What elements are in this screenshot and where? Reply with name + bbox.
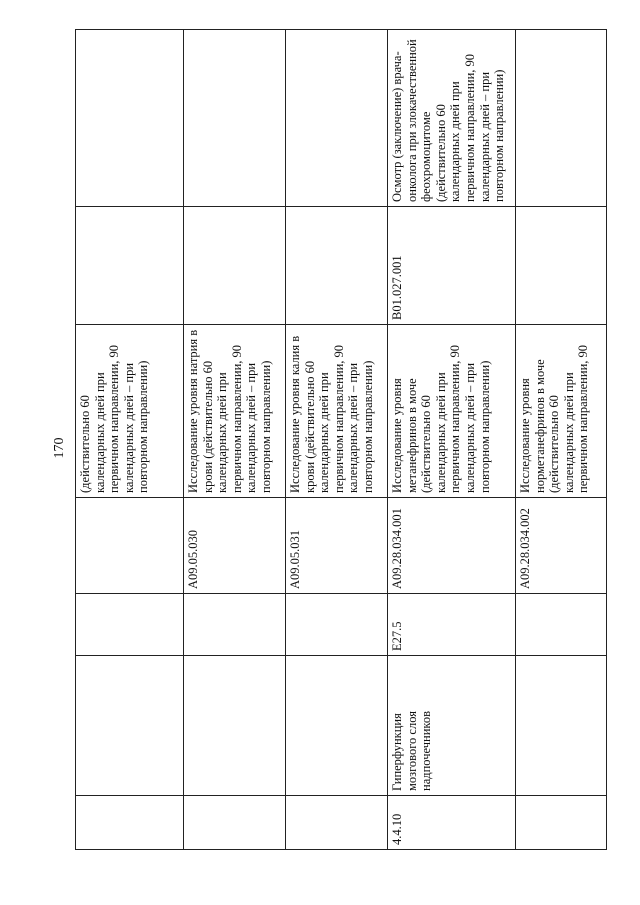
diagnosis-cell <box>516 656 607 796</box>
service-table <box>75 29 607 850</box>
table-row-potassium <box>286 30 388 850</box>
specialist-description-cell <box>286 30 388 207</box>
rotated-page-content <box>75 30 606 850</box>
specialist-description-cell <box>184 30 286 207</box>
diagnosis-cell <box>286 656 388 796</box>
specialist-code-cell <box>516 207 607 325</box>
icd-code-cell <box>516 594 607 656</box>
diagnosis-cell <box>76 656 184 796</box>
service-code-cell: А09.28.034.002 <box>516 498 607 594</box>
service-description-cell: (действительно 60 календарных дней при первичном направлении, 90 календарных дней – при повторном направлении) <box>76 325 184 498</box>
table-row-normetanephrine <box>516 30 607 850</box>
page-number: 170 <box>52 437 67 459</box>
table-row-continued <box>76 30 184 850</box>
specialist-code-cell <box>286 207 388 325</box>
num-cell <box>516 796 607 850</box>
icd-code-cell <box>286 594 388 656</box>
icd-code-cell <box>76 594 184 656</box>
num-cell <box>76 796 184 850</box>
specialist-code-cell <box>184 207 286 325</box>
service-description-cell: Исследование уровня норметанефринов в моче (действительно 60 календарных дней при первичном направлении, 90 <box>516 325 607 498</box>
service-description-cell: Исследование уровня метанефринов в моче (действительно 60 календарных дней при первичном направлении, 90 календарных дней – при повторном направлении) <box>388 325 516 498</box>
specialist-description-cell <box>516 30 607 207</box>
service-description-cell: Исследование уровня натрия в крови (действительно 60 календарных дней при первичном направлении, 90 календарных дней – при повторном направлении) <box>184 325 286 498</box>
specialist-description-cell: Осмотр (заключение) врача-онколога при злокачественной феохромоцитоме (действительно 60 календарных дней при первичном направлении, 90 календарных дней – при повторном направлении) <box>388 30 516 207</box>
service-code-cell <box>76 498 184 594</box>
num-cell: 4.4.10 <box>388 796 516 850</box>
service-code-cell: А09.05.030 <box>184 498 286 594</box>
specialist-code-cell <box>76 207 184 325</box>
icd-code-cell: Е27.5 <box>388 594 516 656</box>
num-cell <box>286 796 388 850</box>
service-code-cell: А09.05.031 <box>286 498 388 594</box>
service-code-cell: А09.28.034.001 <box>388 498 516 594</box>
service-description-cell: Исследование уровня калия в крови (действительно 60 календарных дней при первичном направлении, 90 календарных дней – при повторном направлении) <box>286 325 388 498</box>
num-cell <box>184 796 286 850</box>
table-row-sodium <box>184 30 286 850</box>
icd-code-cell <box>184 594 286 656</box>
diagnosis-cell: Гиперфункция мозгового слоя надпочечников <box>388 656 516 796</box>
table-row-main <box>388 30 516 850</box>
specialist-description-cell <box>76 30 184 207</box>
specialist-code-cell: В01.027.001 <box>388 207 516 325</box>
diagnosis-cell <box>184 656 286 796</box>
